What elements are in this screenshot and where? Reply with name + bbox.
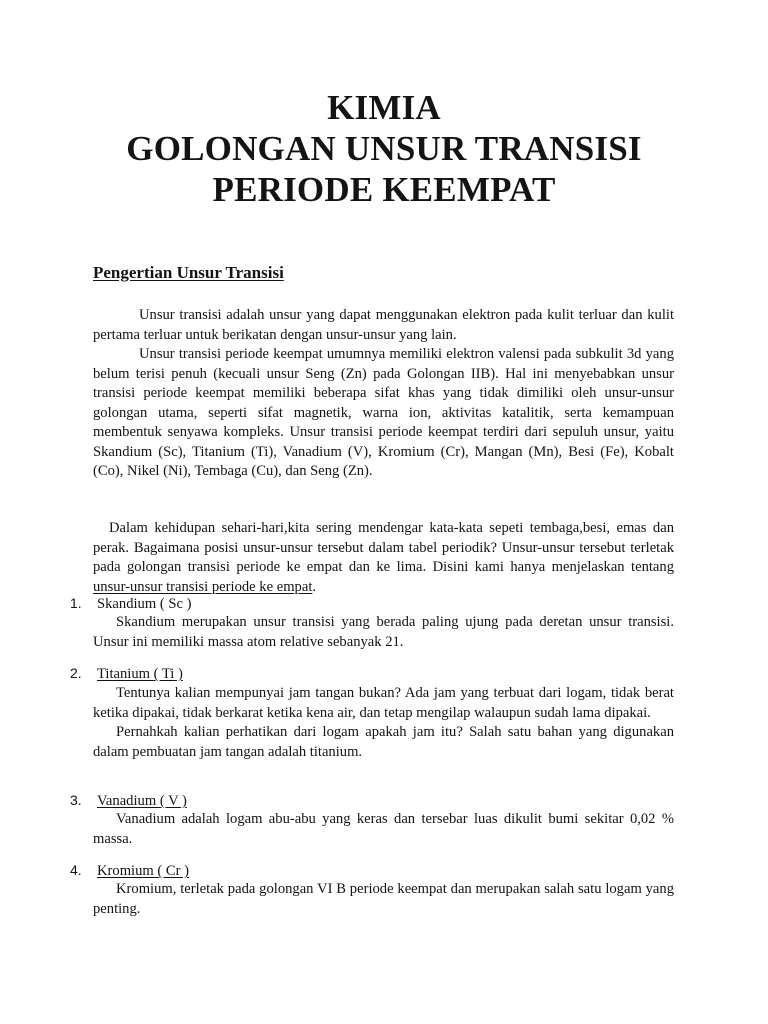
title-line-3: PERIODE KEEMPAT <box>212 170 556 209</box>
title-line-1: KIMIA <box>327 88 441 127</box>
paragraph-valence: Unsur transisi periode keempat umumnya memiliki elektron valensi pada subkulit 3d yang belum terisi penuh (kecuali unsur Seng (Zn) pada Golongan IIB). Hal ini menyebabkan unsur transisi periode keempat memiliki beberapa sifat khas yang tidak dimiliki oleh unsur-unsur golongan utama, seperti sifat magnetik, warna ion, aktivitas katalitik, serta kemampuan membentuk senyawa kompleks. Unsur transisi periode keempat terdiri dari sepuluh unsur, yaitu Skandium (Sc), Titanium (Ti), Vanadium (V), Kromium (Cr), Mangan (Mn), Besi (Fe), Kobalt (Co), Nikel (Ni), Tembaga (Cu), dan Seng (Zn). <box>93 346 674 479</box>
list-item-number: 3. <box>70 792 82 808</box>
list-item-number: 2. <box>70 665 82 681</box>
paragraph-daily-life <box>93 519 674 597</box>
list-item-heading <box>70 664 183 685</box>
list-item-paragraph: Tentunya kalian mempunyai jam tangan bukan? Ada jam yang terbuat dari logam, tidak berat ketika dipakai, tidak berkarat ketika kena air, dan tetap mengilap walaupun sudah lama dipakai. <box>93 685 674 721</box>
paragraph-daily-life-text: Dalam kehidupan sehari-hari,kita sering mendengar kata-kata sepeti tembaga,besi, emas dan perak. Bagaimana posisi unsur-unsur tersebut dalam tabel periodik? Unsur-unsur tersebut terletak pada golongan transisi periode ke empat dan ke lima. Disini kami hanya menjelaskan tentang <box>93 520 674 575</box>
list-item-body <box>93 684 674 762</box>
list-item-label: Kromium ( Cr ) <box>97 863 190 879</box>
list-item-paragraph: Skandium merupakan unsur transisi yang berada paling ujung pada deretan unsur transisi. Unsur ini memiliki massa atom relative sebanyak 21. <box>93 614 674 650</box>
paragraph-definition: Unsur transisi adalah unsur yang dapat menggunakan elektron pada kulit terluar dan kulit pertama terluar untuk berikatan dengan unsur-unsur yang lain. <box>93 307 674 343</box>
list-item-heading <box>70 861 189 882</box>
section-heading: Pengertian Unsur Transisi <box>93 263 284 282</box>
list-item-paragraph: Kromium, terletak pada golongan VI B periode keempat dan merupakan salah satu logam yang penting. <box>93 881 674 917</box>
list-item-body <box>93 810 674 849</box>
list-item-label: Titanium ( Ti ) <box>97 666 183 682</box>
list-item-paragraph: Pernahkah kalian perhatikan dari logam apakah jam itu? Salah satu bahan yang digunakan dalam pembuatan jam tangan adalah titanium. <box>93 724 674 760</box>
list-item-number: 1. <box>70 595 82 611</box>
list-item-heading <box>70 594 191 615</box>
list-item-paragraph: Vanadium adalah logam abu-abu yang keras dan tersebar luas dikulit bumi sekitar 0,02 % massa. <box>93 811 674 847</box>
list-item-label: Vanadium ( V ) <box>97 793 187 809</box>
list-item-body <box>93 880 674 919</box>
title-line-2: GOLONGAN UNSUR TRANSISI <box>126 129 642 168</box>
list-item-label: Skandium ( Sc ) <box>97 596 192 612</box>
document-title <box>0 87 768 210</box>
underlined-phrase: unsur-unsur transisi periode ke empat <box>93 578 313 595</box>
paragraph-daily-life-end: . <box>312 578 317 595</box>
list-item-number: 4. <box>70 862 82 878</box>
list-item-body <box>93 613 674 652</box>
list-item-heading <box>70 791 187 812</box>
